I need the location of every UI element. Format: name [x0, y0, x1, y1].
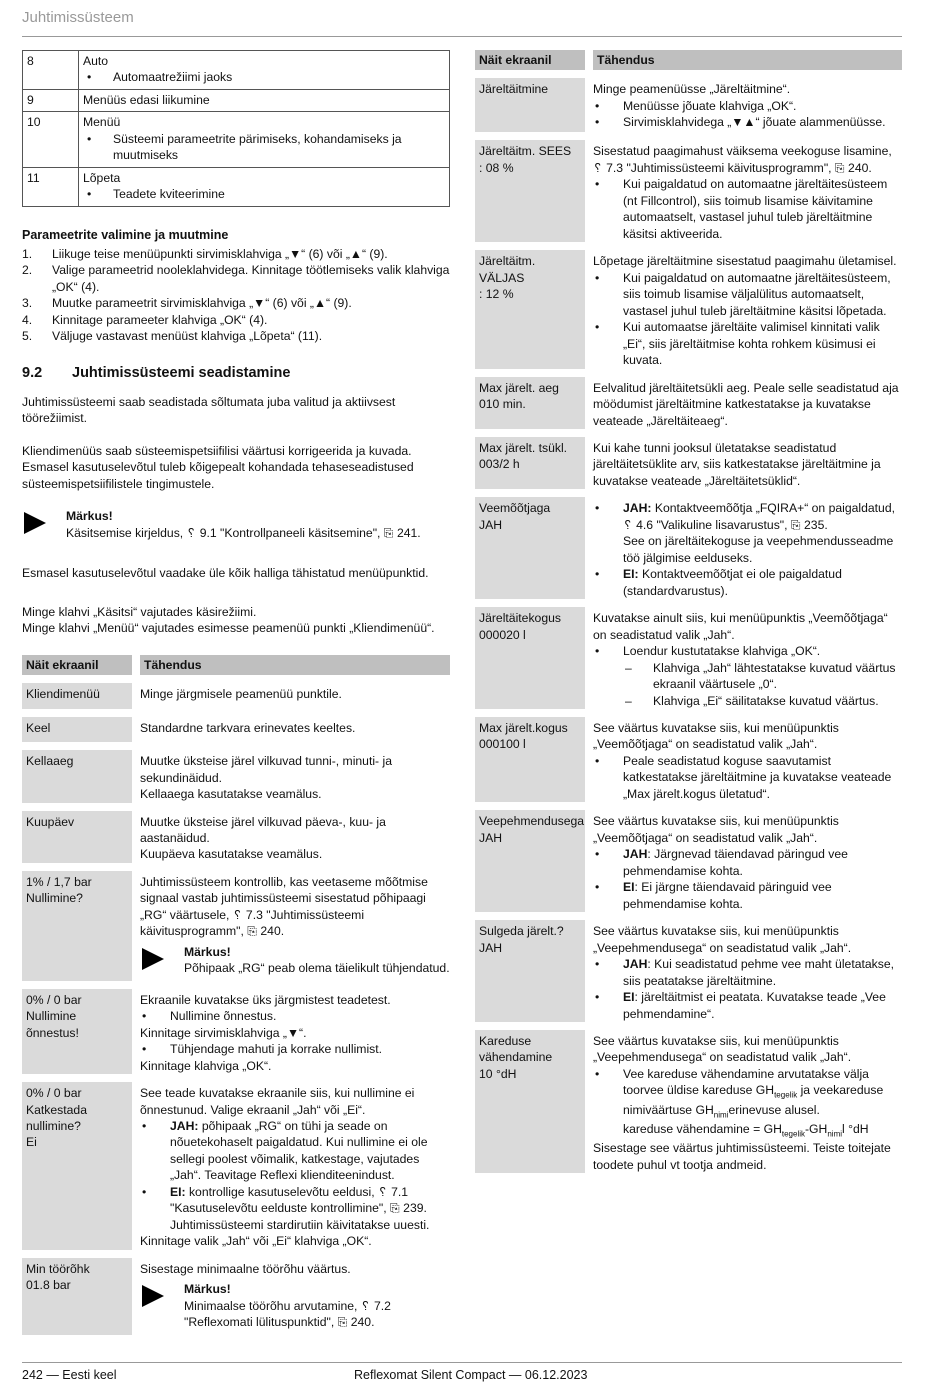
display-table-left — [22, 655, 450, 1335]
note-box: Märkus! Põhipaak „RG“ peab olema täielikult tühjendatud. — [140, 944, 450, 977]
table-row: Kliendimenüü Minge järgmisele peamenüü punktile. — [22, 683, 450, 708]
table-row: Kuupäev Muutke üksteise järel vilkuvad päeva-, kuu- ja aastanäidud. Kuupäeva kasutatakse veamälus. — [22, 811, 450, 863]
key-name: Menüü — [83, 115, 121, 130]
table-row: Järeltäitm. SEES : 08 % Sisestatud paagimahust väiksema veekoguse lisamine, ␦ 7.3 "Juhtimissüsteemi käivitusprogramm", ⎘ 240. • Kui paigaldatud on automaatne järeltäitesüsteem (nt Fillcontrol), siis toimub lisamise käivitamine automaatselt, vastasel juhul tuleb järeltäitmine käsitsi aktiveerida. — [475, 140, 902, 242]
params-heading: Parameetrite valimine ja muutmine — [22, 227, 229, 242]
col-header: Näit ekraanil — [22, 655, 132, 675]
key-name: Lõpeta — [83, 170, 121, 185]
table-row — [23, 51, 450, 90]
table-row: Max järelt. aeg 010 min. Eelvalitud järeltäitetsükli aeg. Peale selle seadistatud aja möödumist järeltäitmine katkestatakse ja kuvatakse veateade „Järeltäiteaeg“. — [475, 377, 902, 429]
key-name: Auto — [83, 54, 109, 68]
page-header-title: Juhtimissüsteem — [22, 9, 134, 26]
table-row: Min töörõhk 01.8 bar Sisestage minimaalne töörõhu väärtus. Märkus! Minimaalse töörõhu arvutamine, ␦ 7.2 "Reflexomati lülituspunktid", ⎘ 240. — [22, 1258, 450, 1335]
key-number: 9 — [23, 89, 79, 111]
table-row: Kellaaeg Muutke üksteise järel vilkuvad tunni-, minuti- ja sekundinäidud. Kellaaega kasutatakse veamälus. — [22, 750, 450, 802]
display-table-right — [475, 50, 902, 1173]
note-title: Märkus! — [66, 509, 113, 524]
col-header: Tähendus — [140, 655, 450, 675]
note-box: Märkus! Minimaalse töörõhu arvutamine, ␦ 7.2 "Reflexomati lülituspunktid", ⎘ 240. — [140, 1281, 450, 1330]
header-divider — [22, 36, 902, 37]
section-heading: 9.2 Juhtimissüsteemi seadistamine — [22, 365, 291, 382]
table-row: Järeltäitm. VÄLJAS : 12 % Lõpetage järeltäitmine sisestatud paagimahu ületamisel. • Kui paigaldatud on automaatne järeltäitesüsteem, siis toimub lisamise väljalülitus automaatselt, vastasel juhul tuleb järeltäitmine käsitsi lõpetada. • Kui automaatse järeltäite valimisel kinnitati valik „Ei“, siis järeltäitmise kohta rohkem küsimusi ei kuvata. — [475, 250, 902, 368]
table-row: 0% / 0 bar Katkestada nullimine? Ei See teade kuvatakse ekraanile siis, kui nullimine ei õnnestunud. Valige ekraanil „Jah“ või „Ei“. • JAH: põhipaak „RG“ on tühi ja seade on nõuetekohaselt paigaldatud. Kui nullimine ei ole sellegi poolest võimalik, katkestage, vajutades „Jah“. Teavitage Reflexi klienditeenindust. • EI: kontrollige kasutuselevõtu eeldusi, ␦ 7.1 "Kasutuselevõtu eelduste kontrollimine", ⎘ 239. Juhtimissüsteemi stardirutiin käivitatakse uuesti. Kinnitage valik „Jah“ või „Ei“ klahviga „OK“. — [22, 1082, 450, 1250]
footer-divider — [22, 1362, 902, 1363]
footer-doc: Reflexomat Silent Compact — 06.12.2023 — [354, 1368, 588, 1382]
list-item: 2. Valige parameetrid nooleklahvidega. Kinnitage töötlemiseks valik klahviga „OK“ (4). — [22, 263, 450, 294]
key-number: 8 — [23, 51, 79, 90]
paragraph: Esmasel kasutuselevõtul vaadake üle kõik halliga tähistatud menüüpunktid. — [22, 566, 429, 581]
list-item: 5. Väljuge vastavast menüüst klahviga „Lõpeta“ (11). — [22, 328, 323, 343]
table-row — [23, 112, 450, 167]
key-number: 11 — [23, 167, 79, 206]
note-box — [22, 508, 450, 541]
note-arrow-icon — [142, 1285, 164, 1307]
table-row: Järeltäitekogus 000020 l Kuvatakse ainult siis, kui menüüpunktis „Veemõõtjaga“ on seadistatud valik „Jah“. • Loendur kustutatakse klahviga „OK“. – Klahviga „Jah“ lähtestatakse kuvatud väärtus ekraanil väärtusele „0“. – Klahviga „Ei“ säilitatakse kuvatud väärtus. — [475, 607, 902, 709]
table-row — [23, 167, 450, 206]
table-row: Max järelt. tsükl. 003/2 h Kui kahe tunni jooksul ületatakse seadistatud järeltäitetsüklite arv, siis katkestatakse järeltäitmine ja kuvatakse veateade „Järeltäitetsüklid“. — [475, 437, 902, 489]
table-row: 0% / 0 bar Nullimine õnnestus! Ekraanile kuvatakse üks järgmistest teadetest. • Nullimine õnnestus. Kinnitage sirvimisklahviga „▼“. • Tühjendage mahuti ja korrake nullimist. Kinnitage klahviga „OK“. — [22, 989, 450, 1074]
footer-page: 242 — Eesti keel — [22, 1368, 117, 1382]
paragraph: Minge klahvi „Käsitsi“ vajutades käsirežiimi. — [22, 604, 257, 619]
col-header: Tähendus — [593, 50, 902, 70]
table-row: Veemõõtjaga JAH • JAH: Kontaktveemõõtja „FQIRA+“ on paigaldatud, ␦ 4.6 "Valikuline lisavarustus", ⎘ 235. See on järeltäitekoguse ja veepehmendusseadme töö jälgimise eelduseks. • EI: Kontaktveemõõtjat ei ole paigaldatud (standardvarustus). — [475, 497, 902, 599]
keys-table — [22, 50, 450, 207]
table-row — [23, 89, 450, 111]
table-row: Veepehmendusega JAH See väärtus kuvatakse siis, kui menüüpunktis „Veemõõtjaga“ on seadistatud valik „Jah“. • JAH: Järgnevad täiendavad päringud vee pehmendamise kohta. • EI: Ei järgne täiendavaid päringuid vee pehmendamise kohta. — [475, 810, 902, 912]
table-row: Keel Standardne tarkvara erinevates keeltes. — [22, 717, 450, 742]
right-column — [475, 50, 902, 1181]
key-description: • Teadete kviteerimine — [109, 186, 445, 202]
key-number: 10 — [23, 112, 79, 167]
table-row: Max järelt.kogus 000100 l See väärtus kuvatakse siis, kui menüüpunktis „Veemõõtjaga“ on seadistatud valik „Jah“. • Peale seadistatud koguse saavutamist katkestatakse järeltäitmine ja kuvatakse veateade „Max järelt.kogus ületatud“. — [475, 717, 902, 802]
paragraph: Kliendimenüüs saab süsteemispetsiifilisi väärtusi korrigeerida ja kuvada. Esmasel kasutuselevõtul tuleb kõigepealt kohandada tehaseseadistused süsteemispetsiifilistele tingimustele. — [22, 443, 414, 491]
list-item: 1. Liikuge teise menüüpunkti sirvimisklahviga „▼“ (6) või „▲“ (9). — [22, 246, 388, 261]
key-description: • Automaatrežiimi jaoks — [109, 69, 445, 85]
paragraph: Juhtimissüsteemi saab seadistada sõltumata juba valitud ja aktiivsest töörežiimist. — [22, 395, 396, 426]
note-arrow-icon — [24, 512, 46, 534]
note-text: Käsitsemise kirjeldus, ␦ 9.1 "Kontrollpaneeli käsitsemine", ⎘ 241. — [66, 525, 421, 540]
col-header: Näit ekraanil — [475, 50, 585, 70]
paragraph: Minge klahvi „Menüü“ vajutades esimesse peamenüü punkti „Kliendimenüü“. — [22, 621, 435, 636]
params-steps — [22, 246, 450, 345]
table-row: Järeltäitmine Minge peamenüüsse „Järeltäitmine“. • Menüüsse jõuate klahviga „OK“. • Sirvimisklahvidega „▼▲“ jõuate alammenüüsse. — [475, 78, 902, 132]
list-item: 4. Kinnitage parameeter klahviga „OK“ (4). — [22, 312, 268, 327]
table-row: 1% / 1,7 bar Nullimine? Juhtimissüsteem kontrollib, kas veetaseme mõõtmise signaal vastab juhtimissüsteemi sisestatud põhipaagi „RG“ väärtusele, ␦ 7.3 "Juhtimissüsteemi käivitusprogramm", ⎘ 240. Märkus! Põhipaak „RG“ peab olema täielikult tühjendatud. — [22, 871, 450, 981]
key-name: Menüüs edasi liikumine — [79, 89, 450, 111]
list-item: 3. Muutke parameetrit sirvimisklahviga „▼“ (6) või „▲“ (9). — [22, 296, 352, 311]
table-row: Sulgeda järelt.? JAH See väärtus kuvatakse siis, kui menüüpunktis „Veepehmendusega“ on seadistatud valik „Jah“. • JAH: Kui seadistatud pehme vee maht ületatakse, siis peatatakse järeltäitmine. • EI: järeltäitmist ei peatata. Kuvatakse teade „Vee pehmendamine“. — [475, 920, 902, 1022]
key-description: • Süsteemi parameetrite pärimiseks, kohandamiseks ja muutmiseks — [109, 131, 445, 164]
note-arrow-icon — [142, 948, 164, 970]
left-column — [22, 50, 450, 1343]
table-row: Kareduse vähendamine 10 °dH See väärtus kuvatakse siis, kui menüüpunktis „Veepehmendusega“ on seadistatud valik „Jah“. • Vee kareduse vähendamine arvutatakse välja toorvee üldise kareduse $GH_{tegelik}$ ja veekareduse nimiväärtuse $GH_{nimi}erinevuse$ alusel. kareduse vähendamine = $GH_{tegelik}-GH_{nimi}l$ °dH Sisestage see väärtus juhtimissüsteemi. Teiste toitejate toodete puhul vt tootja andmeid. — [475, 1030, 902, 1173]
